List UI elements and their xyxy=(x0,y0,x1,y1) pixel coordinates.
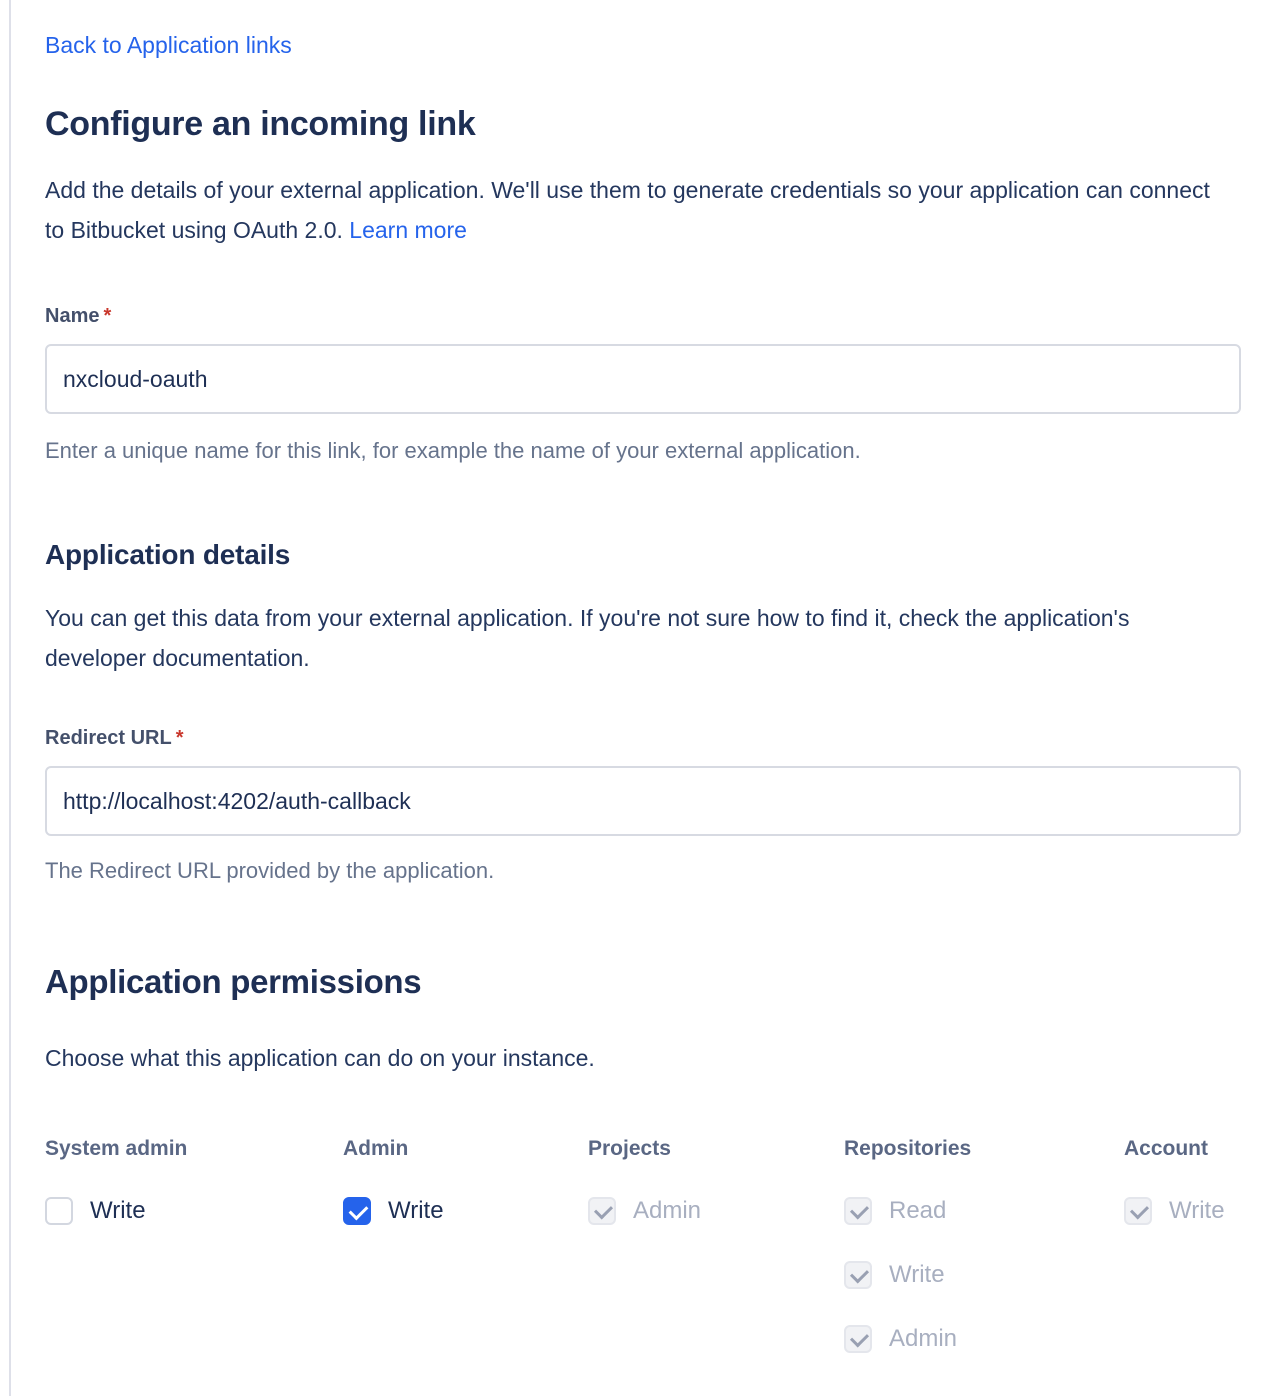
permission-column-system-admin xyxy=(45,1136,343,1226)
checkbox-checked-disabled-icon xyxy=(588,1197,616,1225)
checkbox-checked-icon[interactable] xyxy=(343,1197,371,1225)
checkbox-unchecked-icon[interactable] xyxy=(45,1197,73,1225)
permission-column-header: System admin xyxy=(45,1137,188,1160)
permission-option-label: Write xyxy=(889,1261,945,1288)
permission-option-repositories-admin xyxy=(844,1324,1124,1354)
intro-paragraph xyxy=(45,170,1225,250)
intro-text: Add the details of your external application. We'll use them to generate credentials so your application can connect to Bitbucket using OAuth 2.0. xyxy=(45,177,1210,243)
permission-option-repositories-write xyxy=(844,1260,1124,1290)
permission-column-header: Projects xyxy=(588,1137,671,1160)
permission-option-admin-write[interactable] xyxy=(343,1196,588,1226)
permission-column-admin xyxy=(343,1136,588,1226)
name-field-group xyxy=(45,304,1241,464)
checkbox-checked-disabled-icon xyxy=(844,1197,872,1225)
permission-column-projects xyxy=(588,1136,844,1226)
redirect-url-label-text: Redirect URL xyxy=(45,727,172,749)
permission-option-account-write xyxy=(1124,1196,1241,1226)
learn-more-link[interactable]: Learn more xyxy=(349,217,467,243)
checkbox-checked-disabled-icon xyxy=(844,1261,872,1289)
permission-column-header: Account xyxy=(1124,1137,1208,1160)
permission-option-repositories-read xyxy=(844,1196,1124,1226)
redirect-url-input[interactable] xyxy=(45,766,1241,836)
required-asterisk: * xyxy=(103,305,112,327)
permission-column-account xyxy=(1124,1136,1241,1226)
panel-left-divider xyxy=(9,0,11,1396)
permission-column-header: Repositories xyxy=(844,1137,972,1160)
redirect-url-field-group xyxy=(45,726,1241,884)
redirect-url-help-text: The Redirect URL provided by the application. xyxy=(45,858,495,883)
permission-option-projects-admin xyxy=(588,1196,844,1226)
name-field-help-text: Enter a unique name for this link, for example the name of your external application. xyxy=(45,438,861,463)
permission-column-header: Admin xyxy=(343,1137,409,1160)
permission-option-label: Admin xyxy=(633,1197,702,1224)
permission-option-label: Read xyxy=(889,1197,947,1224)
checkbox-checked-disabled-icon xyxy=(844,1325,872,1353)
application-details-description: You can get this data from your external application. If you're not sure how to find it, check the application's developer documentation. xyxy=(45,605,1130,671)
permission-column-repositories xyxy=(844,1136,1124,1354)
permission-option-label: Write xyxy=(90,1197,146,1224)
redirect-url-field-label xyxy=(45,726,1241,750)
name-field-label xyxy=(45,304,1241,328)
back-to-application-links-link[interactable]: Back to Application links xyxy=(45,32,292,58)
permission-option-label: Write xyxy=(1169,1197,1225,1224)
permission-option-label: Write xyxy=(388,1197,444,1224)
required-asterisk: * xyxy=(175,727,184,749)
permission-option-label: Admin xyxy=(889,1325,958,1352)
permission-option-system-admin-write[interactable] xyxy=(45,1196,343,1226)
checkbox-checked-disabled-icon xyxy=(1124,1197,1152,1225)
page-title: Configure an incoming link xyxy=(45,105,476,143)
application-permissions-description: Choose what this application can do on your instance. xyxy=(45,1045,595,1071)
application-permissions-heading: Application permissions xyxy=(45,963,422,1000)
name-field-label-text: Name xyxy=(45,305,100,327)
name-input[interactable] xyxy=(45,344,1241,414)
application-details-heading: Application details xyxy=(45,539,291,570)
permissions-grid xyxy=(45,1136,1241,1354)
